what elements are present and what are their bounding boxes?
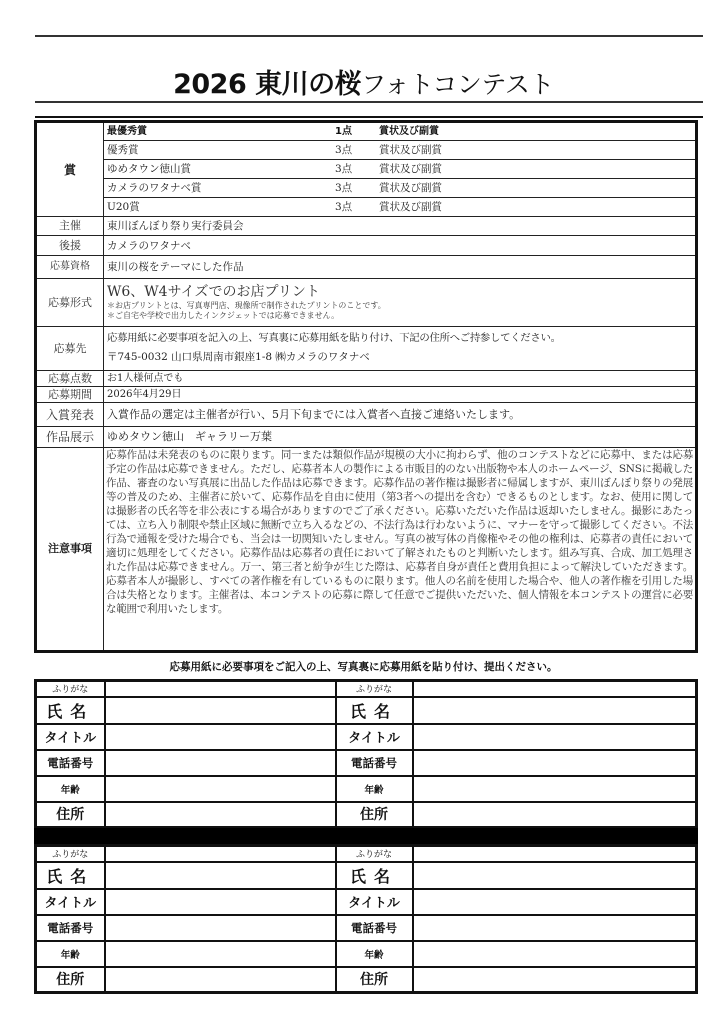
title-label: タイトル <box>336 889 413 915</box>
prize-item <box>104 141 697 160</box>
prize-count: 3点 <box>335 163 353 175</box>
title-label: タイトル <box>36 724 105 750</box>
age-label: 年齢 <box>36 941 105 967</box>
prize-reward: 賞状及び副賞 <box>379 125 439 137</box>
phone-row <box>36 915 697 941</box>
phone-label: 電話番号 <box>336 915 413 941</box>
prize-count: 3点 <box>335 182 353 194</box>
notes-label: 注意事項 <box>36 448 104 652</box>
phone-row <box>36 750 697 776</box>
age-field[interactable] <box>413 776 697 802</box>
age-row <box>36 776 697 802</box>
prize-item <box>104 122 697 141</box>
age-field[interactable] <box>105 776 336 802</box>
prize-reward: 賞状及び副賞 <box>379 163 442 175</box>
format-note: ＊ご自宅や学校で出力したインクジェットでは応募できません。 <box>107 311 340 320</box>
prize-item <box>104 198 697 217</box>
format-label: 応募形式 <box>36 279 104 327</box>
phone-field[interactable] <box>413 750 697 776</box>
phone-field[interactable] <box>105 915 336 941</box>
address-field[interactable] <box>413 802 697 828</box>
count-row <box>36 371 697 387</box>
count-value: お1人様何点でも <box>104 371 697 387</box>
announcement-value: 入賞作品の選定は主催者が行い、5月下旬までには入賞者へ直接ご連絡いたします。 <box>104 403 697 427</box>
title-underline <box>35 101 703 103</box>
sponsor-value: カメラのワタナベ <box>104 236 697 256</box>
entry-form-1 <box>34 679 698 829</box>
prize-name: 最優秀賞 <box>107 125 147 137</box>
period-value: 2026年4月29日 <box>104 387 697 403</box>
format-cell <box>104 279 697 327</box>
page-title <box>0 70 727 100</box>
name-field[interactable] <box>105 862 336 889</box>
destination-value: 応募用紙に必要事項を記入の上、写真裏に応募用紙を貼り付け、下記の住所へご持参してください。 <box>107 332 561 344</box>
age-row <box>36 941 697 967</box>
destination-address: 〒745-0032 山口県周南市銀座1-8 ㈱カメラのワタナベ <box>107 351 370 363</box>
eligibility-label: 応募資格 <box>36 256 104 279</box>
eligibility-value: 東川の桜をテーマにした作品 <box>104 256 697 279</box>
furigana-field[interactable] <box>413 846 697 862</box>
title-field[interactable] <box>413 724 697 750</box>
name-field[interactable] <box>413 697 697 724</box>
phone-label: 電話番号 <box>36 750 105 776</box>
name-field[interactable] <box>413 862 697 889</box>
phone-label: 電話番号 <box>336 750 413 776</box>
name-row <box>36 697 697 724</box>
period-row <box>36 387 697 403</box>
phone-field[interactable] <box>105 750 336 776</box>
count-label: 応募点数 <box>36 371 104 387</box>
name-label: 氏名 <box>336 862 413 889</box>
address-label: 住所 <box>36 967 105 993</box>
prize-name: ゆめタウン徳山賞 <box>107 163 191 175</box>
notes-row <box>36 448 697 652</box>
prize-name: 優秀賞 <box>107 144 139 156</box>
exhibition-label: 作品展示 <box>36 427 104 448</box>
prize-count: 3点 <box>335 201 353 213</box>
prize-row <box>36 141 697 160</box>
prize-reward: 賞状及び副賞 <box>379 144 442 156</box>
organizer-row <box>36 217 697 236</box>
prize-name: カメラのワタナベ賞 <box>107 182 202 194</box>
prize-reward: 賞状及び副賞 <box>379 201 442 213</box>
entry-form-2 <box>34 844 698 994</box>
form-divider <box>34 828 698 844</box>
address-label: 住所 <box>336 967 413 993</box>
format-row <box>36 279 697 327</box>
furigana-label: ふりがな <box>336 681 413 697</box>
prize-row <box>36 198 697 217</box>
name-label: 氏名 <box>36 862 105 889</box>
format-note: ＊お店プリントとは、写真専門店、現像所で制作されたプリントのことです。 <box>107 301 386 310</box>
address-field[interactable] <box>105 967 336 993</box>
age-label: 年齢 <box>336 776 413 802</box>
furigana-field[interactable] <box>105 846 336 862</box>
address-label: 住所 <box>336 802 413 828</box>
eligibility-row <box>36 256 697 279</box>
prize-row <box>36 160 697 179</box>
title-field[interactable] <box>413 889 697 915</box>
address-field[interactable] <box>413 967 697 993</box>
prize-count: 1点 <box>335 125 352 137</box>
title-row <box>36 724 697 750</box>
furigana-label: ふりがな <box>36 681 105 697</box>
prize-item <box>104 160 697 179</box>
age-field[interactable] <box>413 941 697 967</box>
exhibition-value: ゆめタウン徳山 ギャラリー万葉 <box>104 427 697 448</box>
title-field[interactable] <box>105 889 336 915</box>
announcement-row <box>36 403 697 427</box>
furigana-label: ふりがな <box>336 846 413 862</box>
name-row <box>36 862 697 889</box>
exhibition-row <box>36 427 697 448</box>
title-field[interactable] <box>105 724 336 750</box>
age-label: 年齢 <box>336 941 413 967</box>
address-row <box>36 802 697 828</box>
top-rule <box>35 35 703 37</box>
sponsor-row <box>36 236 697 256</box>
organizer-value: 東川ぼんぼり祭り実行委員会 <box>104 217 697 236</box>
address-field[interactable] <box>105 802 336 828</box>
name-label: 氏名 <box>336 697 413 724</box>
prize-reward: 賞状及び副賞 <box>379 182 442 194</box>
age-field[interactable] <box>105 941 336 967</box>
prize-row <box>36 122 697 141</box>
sponsor-label: 後援 <box>36 236 104 256</box>
title-label: タイトル <box>336 724 413 750</box>
prize-name: U20賞 <box>107 201 140 213</box>
form-notice: 応募用紙に必要事項をご記入の上、写真裏に応募用紙を貼り付け、提出ください。 <box>169 661 558 673</box>
prize-label: 賞 <box>36 122 104 217</box>
organizer-label: 主催 <box>36 217 104 236</box>
format-value: W6、W4サイズでのお店プリント <box>107 284 320 300</box>
title-thick-rule <box>35 116 703 118</box>
title-kana: フォトコンテスト <box>361 70 554 99</box>
name-field[interactable] <box>105 697 336 724</box>
address-label: 住所 <box>36 802 105 828</box>
prize-item <box>104 179 697 198</box>
age-label: 年齢 <box>36 776 105 802</box>
notes-value: 応募作品は未発表のものに限ります。同一または類似作品が規模の大小に拘わらず、他のコンテストなどに応募中、または応募予定の作品は応募できません。ただし、応募者本人の製作による市販目的のない出版物や本人のホームページ、SNSに掲載した作品、審査のない写真展に出品した作品は応募できます。応募作品の著作権は撮影者に帰属しますが、東川ぼんぼり祭りの発展等の普及のため、主催者に於いて、応募作品を自由に使用（第3者への提出を含む）できるものとします。なお、使用に関しては撮影者の氏名等を非公表にする場合がありますのでご了承ください。応募いただいた作品は返却いたしません。撮影にあたっては、立ち入り制限や禁止区域に無断で立ち入るなどの、不法行為は行わないように、マナーを守って撮影してください。不法行為で通報を受けた場合でも、当会は一切関知いたしません。写真の被写体の肖像権やその他の権利は、応募者の責任において適切に処理をしてください。応募作品は応募者の責任において了解されたものと判断いたします。組み写真、合成、加工処理された作品は応募できません。万一、第三者と紛争が生じた際は、応募者自身が責任と費用負担によって解決していただきます。応募者本人が撮影し、すべての著作権を有しているものに限ります。他人の名前を使用した場合や、他人の著作権を引用した場合は失格となります。主催者は、本コンテストの応募に際して任意でご提供いただいた、個人情報を本コンテストの運営に必要な範囲で利用いたします。 <box>104 448 697 652</box>
furigana-row <box>36 846 697 862</box>
name-label: 氏名 <box>36 697 105 724</box>
destination-label: 応募先 <box>36 327 104 371</box>
phone-label: 電話番号 <box>36 915 105 941</box>
title-label: タイトル <box>36 889 105 915</box>
furigana-field[interactable] <box>105 681 336 697</box>
prize-row <box>36 179 697 198</box>
prize-count: 3点 <box>335 144 353 156</box>
address-row <box>36 967 697 993</box>
furigana-row <box>36 681 697 697</box>
phone-field[interactable] <box>413 915 697 941</box>
furigana-label: ふりがな <box>36 846 105 862</box>
title-row <box>36 889 697 915</box>
announcement-label: 入賞発表 <box>36 403 104 427</box>
title-main: 2026 東川の桜 <box>173 69 362 100</box>
contest-info-table <box>34 120 698 653</box>
period-label: 応募期間 <box>36 387 104 403</box>
destination-cell <box>104 327 697 371</box>
destination-row <box>36 327 697 371</box>
furigana-field[interactable] <box>413 681 697 697</box>
